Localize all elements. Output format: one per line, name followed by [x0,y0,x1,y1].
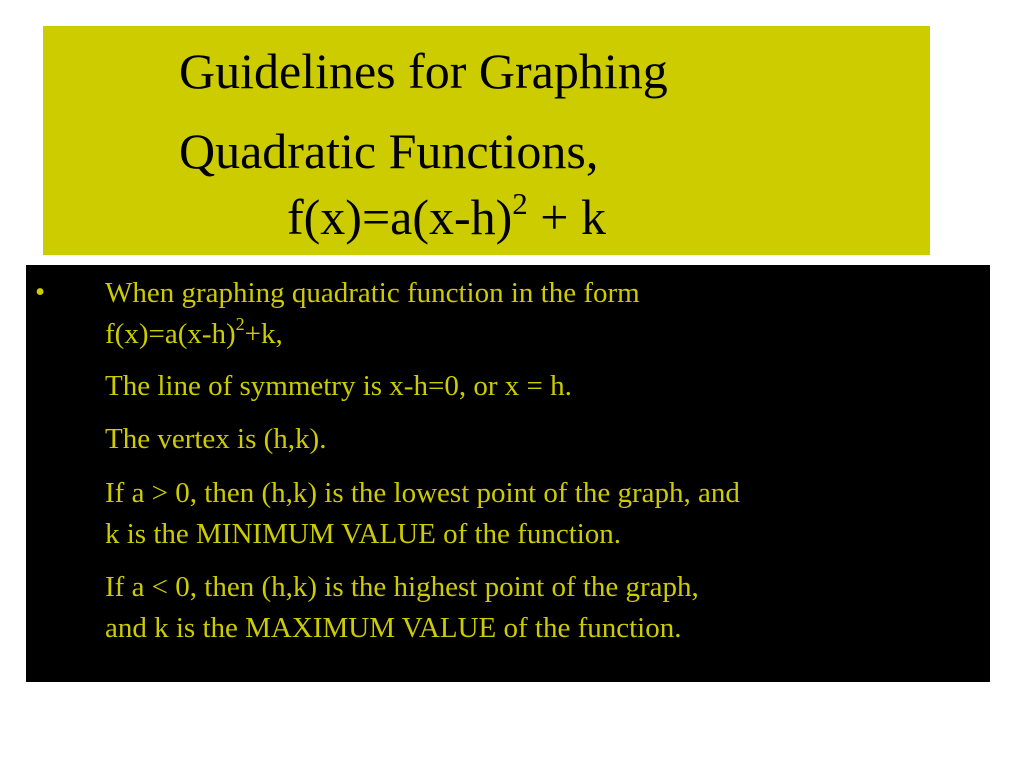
paragraph-intro [105,273,985,355]
paragraph-maximum [105,567,985,649]
minimum-line-2: k is the MINIMUM VALUE of the function. [105,518,622,550]
paragraph-minimum [105,473,985,555]
intro-formula-exponent: 2 [235,314,245,335]
paragraph-vertex: The vertex is (h,k). [105,423,327,455]
intro-formula-tail: +k, [244,318,283,350]
paragraph-symmetry: The line of symmetry is x-h=0, or x = h. [105,370,572,402]
title-box [43,26,930,255]
title-line-1: Guidelines for Graphing [179,43,668,99]
maximum-line-1: If a < 0, then (h,k) is the highest point of the graph, [105,571,699,603]
intro-formula-base: f(x)=a(x-h) [105,318,236,350]
minimum-line-1: If a > 0, then (h,k) is the lowest point of the graph, and [105,477,740,509]
content-box [26,265,990,682]
title-formula [287,186,606,245]
title-formula-exponent: 2 [512,186,528,222]
title-formula-base: f(x)=a(x-h) [287,189,513,245]
title-formula-tail: + k [527,189,606,245]
intro-line-2 [105,314,985,355]
maximum-line-2: and k is the MAXIMUM VALUE of the function. [105,612,682,644]
bullet-marker: • [35,276,46,308]
title-line-2: Quadratic Functions, [179,123,599,179]
intro-line-1: When graphing quadratic function in the form [105,277,640,309]
